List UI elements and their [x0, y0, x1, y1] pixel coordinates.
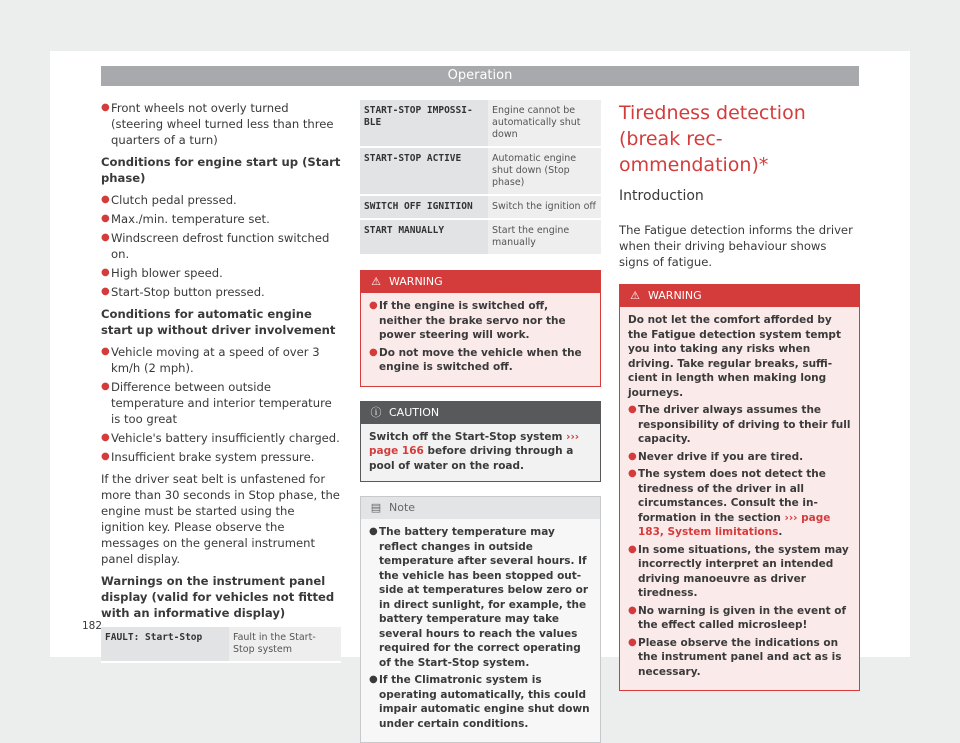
warning-body	[620, 307, 859, 690]
caution-body: Switch off the Start-Stop system ››› page 166 before driving through a pool of water on the road.	[361, 424, 600, 482]
table-row	[101, 627, 341, 662]
bullet-icon: ●	[628, 604, 637, 616]
list-item: ● Clutch pedal pressed.	[101, 193, 237, 207]
table-cell-value: Engine cannot be automatically shut down	[488, 100, 601, 147]
list-item: ● Difference between outside temperature and interior temperature is too great	[101, 380, 332, 426]
warning-box	[619, 284, 860, 691]
warning-header: ⚠ WARNING	[361, 271, 600, 293]
warning-header: ⚠ WARNING	[620, 285, 859, 307]
bullet-icon: ●	[628, 404, 637, 415]
warning-triangle-icon: ⚠	[630, 289, 640, 302]
list-item: ● Windscreen defrost function switched on.	[101, 231, 330, 261]
bullet-icon: ●	[101, 213, 110, 224]
heading-auto-start: Conditions for automatic engine start up without driver involvement	[101, 307, 336, 337]
caution-header: ⓘ CAUTION	[361, 402, 600, 424]
list-item: ● The driver always assumes the responsibility of driving to their full capacity.	[628, 404, 851, 445]
bullet-icon: ●	[628, 636, 637, 648]
note-box	[360, 496, 601, 743]
page-link-arrow: ›››	[784, 511, 798, 524]
list-item-text: Front wheels not overly turned (steering wheel turned less than three quarters of a turn)	[111, 101, 334, 147]
page-link-arrow: ›››	[566, 430, 580, 443]
table-cell-value: Fault in the Start-Stop system	[229, 627, 341, 662]
column-right	[619, 100, 860, 691]
list-item: ● The system does not detect the tiredness of the driver in all circumstances. Consult the information in the section ››› page 183, System limitations.	[628, 468, 831, 538]
bullet-icon: ●	[101, 102, 110, 113]
heading-warnings: Warnings on the instrument panel display (valid for vehicles not fitted with an informative display)	[101, 574, 335, 620]
column-left	[101, 100, 341, 663]
bullet-icon: ●	[369, 526, 378, 537]
bullet-icon: ●	[628, 543, 637, 555]
page-number: 182	[82, 620, 103, 632]
caution-box	[360, 401, 601, 483]
list-item: ● Insufficient brake system pressure.	[101, 450, 315, 464]
list-item: ● Please observe the indications on the instrument panel and act as is necessary.	[628, 636, 842, 678]
bullet-icon: ●	[101, 346, 110, 357]
bullet-icon: ●	[101, 286, 110, 297]
note-body	[361, 519, 600, 742]
list-item: ● Never drive if you are tired.	[628, 450, 804, 463]
bullet-icon: ●	[101, 194, 110, 205]
warning-paragraph: Do not let the comfort afforded by the Fatigue detection system tempt you into taking any risks when driving. Take regular breaks, sufficient in length when making long journeys.	[628, 314, 841, 399]
table-cell-value: Start the engine manually	[488, 219, 601, 255]
list-item: ● In some situations, the system may incorrectly interpret an intended driving manoeuvre as driver tiredness.	[628, 543, 849, 599]
table-row	[360, 147, 601, 195]
list-item: ● No warning is given in the event of the effect called microsleep!	[628, 604, 847, 631]
warning-body	[361, 293, 600, 386]
table-row	[360, 195, 601, 219]
bullet-icon: ●	[369, 674, 378, 685]
note-icon: ▤	[370, 501, 382, 514]
warning-box	[360, 270, 601, 387]
table-cell-key: START-STOP ACTIVE	[360, 147, 488, 195]
bullet-icon: ●	[101, 232, 110, 243]
bullet-icon: ●	[101, 451, 110, 462]
list-item: ● Vehicle's battery insufficiently charged.	[101, 431, 340, 445]
list-item: ● Vehicle moving at a speed of over 3 km/h (2 mph).	[101, 345, 320, 375]
list-item: ● If the Climatronic system is operating automatically, this could impair automatic engine shut down under certain conditions.	[369, 674, 590, 730]
list-item: ● Do not move the vehicle when the engine is switched off.	[369, 346, 582, 373]
list-item	[101, 100, 341, 148]
table-cell-key: START-STOP IMPOSSIBLE	[360, 100, 488, 147]
warning-triangle-icon: ⚠	[371, 275, 381, 288]
section-title: Tiredness detection (break recommendation)*	[619, 102, 806, 176]
page-link[interactable]: page 166	[369, 445, 424, 457]
list-item: ● Max./min. temperature set.	[101, 212, 270, 226]
bullet-icon: ●	[628, 468, 637, 479]
warnings-table-continued	[360, 100, 601, 256]
subsection-title: Introduction	[619, 188, 704, 204]
bullet-icon: ●	[101, 381, 110, 392]
heading-startup: Conditions for engine start up (Start phase)	[101, 155, 341, 185]
list-item: ● The battery temperature may reflect changes in outside temperature after several hours. If the vehicle has been stopped outside at temperatures below zero or in direct sunlight, for example, the battery temperature may take several hours to reach the values required for the correct operating of the Start-Stop system.	[369, 526, 589, 669]
table-row	[360, 219, 601, 255]
table-cell-key: FAULT: Start-Stop	[101, 627, 229, 662]
note-header: ▤ Note	[361, 497, 600, 519]
page-link[interactable]: page 183, System limitations	[638, 511, 831, 538]
list-item: ● High blower speed.	[101, 266, 223, 280]
table-cell-key: START MANUALLY	[360, 219, 488, 255]
table-cell-value: Automatic engine shut down (Stop phase)	[488, 147, 601, 195]
table-cell-value: Switch the ignition off	[488, 195, 601, 219]
info-circle-icon: ⓘ	[370, 405, 382, 419]
warnings-table	[101, 627, 341, 663]
intro-paragraph: The Fatigue detection informs the driver when their driving behaviour shows signs of fatigue.	[619, 223, 853, 269]
seatbelt-paragraph: If the driver seat belt is unfastened for more than 30 seconds in Stop phase, the engine must be started using the ignition key. Please observe the messages on the general instrument panel display.	[101, 472, 340, 566]
list-item: ● Start-Stop button pressed.	[101, 285, 265, 299]
bullet-icon: ●	[369, 346, 378, 358]
bullet-icon: ●	[101, 432, 110, 443]
column-middle	[360, 100, 601, 743]
table-row	[360, 100, 601, 147]
table-cell-key: SWITCH OFF IGNITION	[360, 195, 488, 219]
bullet-icon: ●	[369, 300, 378, 311]
section-header: Operation	[101, 66, 859, 86]
bullet-icon: ●	[628, 450, 637, 462]
bullet-icon: ●	[101, 267, 110, 278]
list-item: ● If the engine is switched off, neither the brake servo nor the power steering will work.	[369, 300, 566, 341]
